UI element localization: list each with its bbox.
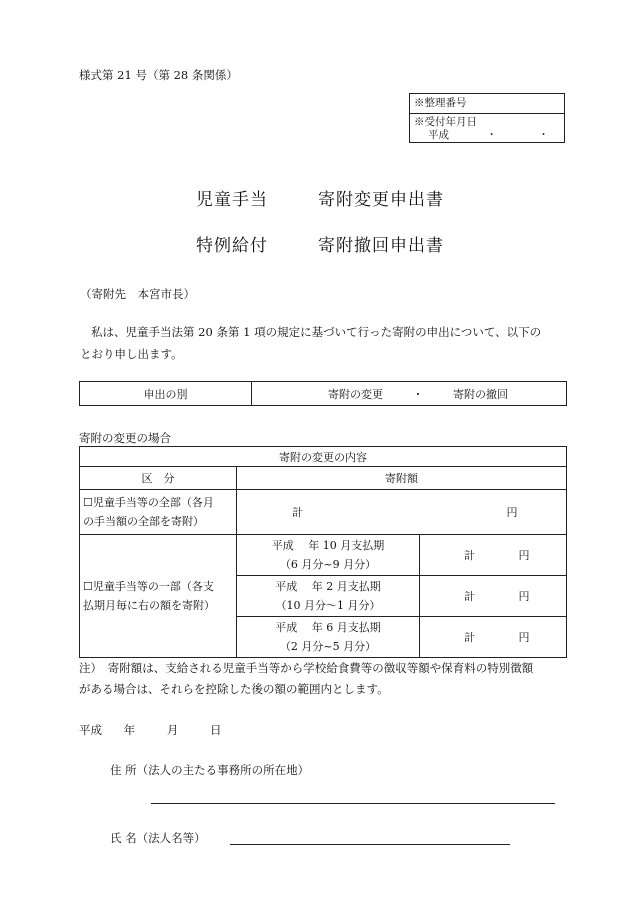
date-month: 月	[166, 723, 179, 737]
column-header-category: 区 分	[80, 467, 237, 490]
payment-period-cell	[237, 535, 420, 576]
payment-period-label: 平成 年 6 月支払期	[275, 621, 381, 634]
request-type-label: 申出の別	[80, 382, 252, 406]
change-detail-table	[79, 446, 567, 658]
addressee: （寄附先 本宮市長）	[80, 287, 195, 301]
title-donation-withdrawal: 寄附撤回申出書	[318, 236, 444, 256]
payment-period-months: （10 月分～1 月分）	[275, 599, 381, 612]
request-type-options	[252, 382, 567, 406]
payment-period-months: （2 月分~5 月分）	[279, 640, 377, 653]
receipt-date-sep: ・	[486, 129, 497, 141]
period-amount-cell[interactable]	[420, 535, 567, 576]
option-change[interactable]: 寄附の変更	[328, 387, 383, 401]
date-era: 平成	[79, 723, 102, 737]
note-line: 注） 寄附額は、支給される児童手当等から学校給食費等の徴収等額や保育料の特別徴額	[79, 661, 534, 675]
title-donation-change: 寄附変更申出書	[318, 190, 444, 210]
part-allowance-label: ☐児童手当等の一部（各支	[83, 580, 214, 593]
total-label: 計	[464, 549, 475, 562]
receipt-date-label: ※受付年月日	[414, 116, 477, 128]
declaration-text	[80, 321, 566, 365]
period-amount-cell[interactable]	[420, 617, 567, 658]
option-separator: ・	[412, 387, 424, 401]
note-line: がある場合は、それらを控除した後の額の範囲内とします。	[79, 682, 389, 696]
yen-label: 円	[518, 631, 530, 644]
all-allowance-label: の手当額の全部を寄附）	[83, 515, 204, 528]
date-year: 年	[123, 723, 136, 737]
payment-period-cell	[237, 617, 420, 658]
period-amount-cell[interactable]	[420, 576, 567, 617]
application-date[interactable]	[79, 722, 221, 738]
total-label: 計	[464, 590, 475, 603]
payment-period-months: （6 月分~9 月分）	[279, 558, 377, 571]
option-withdraw[interactable]: 寄附の撤回	[453, 387, 508, 401]
form-number: 様式第 21 号（第 28 条関係）	[79, 68, 238, 82]
registration-number-label: ※整理番号	[410, 94, 564, 114]
request-type-table	[79, 381, 567, 406]
detail-table-header: 寄附の変更の内容	[80, 447, 567, 467]
title-special-benefit: 特例給付	[196, 236, 268, 256]
section-label: 寄附の変更の場合	[79, 431, 171, 445]
part-allowance-label: 払期月毎に右の額を寄附）	[83, 599, 215, 612]
total-label: 計	[464, 631, 475, 644]
declaration-line: とおり申し出ます。	[80, 347, 183, 361]
yen-label: 円	[506, 506, 518, 519]
date-day: 日	[209, 723, 222, 737]
name-field[interactable]	[230, 844, 510, 845]
declaration-line: 私は、児童手当法第 20 条第 1 項の規定に基づいて行った寄附の申出について、以下の	[91, 325, 542, 339]
payment-period-label: 平成 年 2 月支払期	[275, 580, 381, 593]
registration-box	[409, 93, 565, 143]
all-amount-cell[interactable]	[237, 490, 567, 535]
column-header-amount: 寄附額	[237, 467, 567, 490]
title-child-allowance: 児童手当	[196, 190, 268, 210]
yen-label: 円	[518, 590, 530, 603]
note	[79, 658, 569, 700]
address-label: 住 所（法人の主たる事務所の所在地）	[110, 763, 310, 777]
address-field[interactable]	[151, 803, 555, 804]
payment-period-cell	[237, 576, 420, 617]
name-label: 氏 名（法人名等）	[110, 831, 206, 845]
all-allowance-label: ☐児童手当等の全部（各月	[83, 496, 214, 509]
yen-label: 円	[518, 549, 530, 562]
part-allowance-cell[interactable]	[80, 535, 237, 658]
payment-period-label: 平成 年 10 月支払期	[271, 539, 385, 552]
all-allowance-cell[interactable]	[80, 490, 237, 535]
total-label: 計	[292, 506, 303, 519]
receipt-date-sep: ・	[538, 129, 549, 141]
receipt-era: 平成	[428, 129, 449, 141]
